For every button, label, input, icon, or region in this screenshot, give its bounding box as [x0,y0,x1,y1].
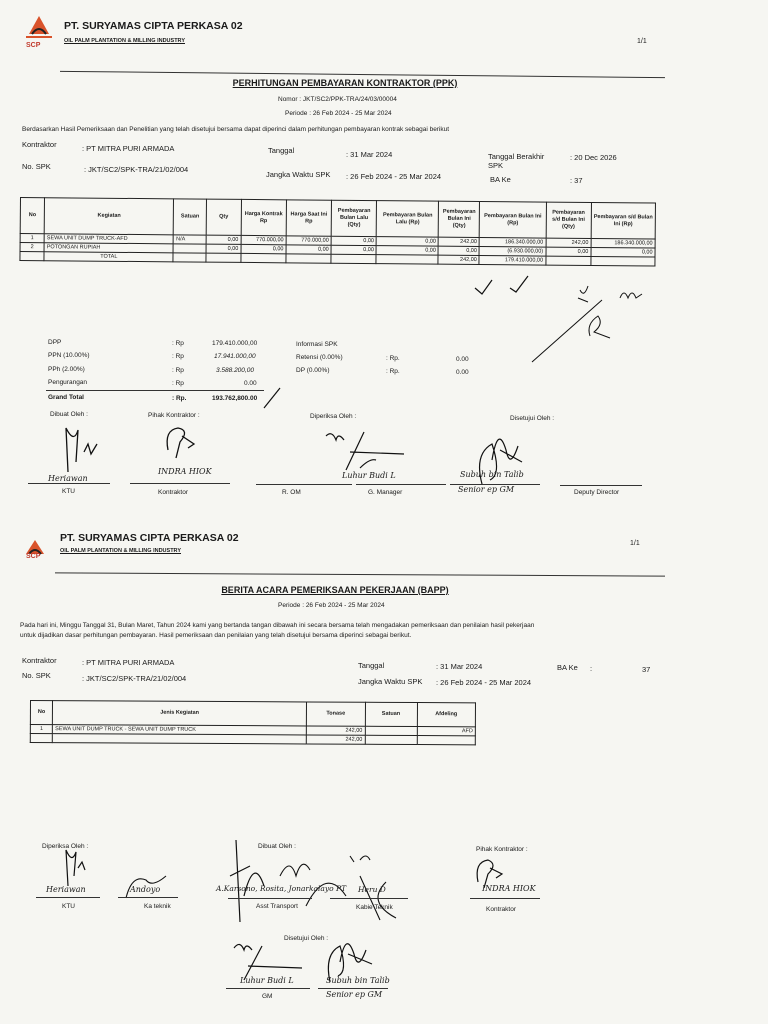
role-deputy-director: Deputy Director [574,489,620,496]
role-ka-teknik: Ka teknik [144,903,171,910]
ppk-tanggal-value: : 31 Mar 2024 [346,150,393,159]
bapp-th-afdeling: Afdeling [417,703,476,727]
ppk-th-bulan-lalu-rp: Pembayaran Bulan Lalu (Rp) [377,201,439,238]
bapp-jangka-label: Jangka Waktu SPK [358,677,423,686]
role-r-om: R. OM [282,489,301,496]
logo-text: SCP [26,553,41,560]
bapp-periode: Periode : 26 Feb 2024 - 25 Mar 2024 [278,602,385,609]
ppk-ba-label: BA Ke [490,175,511,184]
table-cell: 186.340.000,00 [591,238,655,248]
bapp-th-satuan: Satuan [365,702,417,726]
info-label: Retensi (0.00%) [296,354,343,361]
page-number: 1/1 [630,540,640,547]
summary-label: Pengurangan [48,379,88,386]
role-asst-transport: Asst Transport [256,903,298,910]
sign-header-disetujui: Disetujui Oleh : [284,935,329,942]
table-cell: 242,00 [306,726,364,735]
role-senior-gm: Senior ep GM [458,485,515,494]
table-cell: 0,00 [376,246,438,256]
ppk-th-sd-bulan-ini-rp: Pembayaran s/d Bulan Ini (Rp) [591,202,656,239]
table-cell: SEWA UNIT DUMP TRUCK-AFD [44,234,173,244]
bapp-ba-value: 37 [642,665,651,674]
bapp-intro-line2: untuk dijadikan dasar perhitungan pembayaran. Hasil pemeriksaan dan penilaian yang telah disetujui bersama diperinci sebagai berikut. [20,632,412,639]
bapp-kontraktor-value: : PT MITRA PURI ARMADA [82,658,175,667]
sign-header-diperiksa: Diperiksa Oleh : [42,843,89,850]
signature-name-subuh: Subuh bin Talib [460,470,524,479]
signature-ktu-icon [58,846,92,888]
sign-header-disetujui: Disetujui Oleh : [510,415,555,422]
ppk-th-bulan-ini-rp: Pembayaran Bulan Ini (Rp) [480,202,547,239]
role-g-manager: G. Manager [368,489,403,496]
table-total-row [30,734,475,745]
header-divider [55,572,665,576]
bapp-tanggal-label: Tanggal [358,661,385,670]
signature-name-luhur: Luhur Budi L [342,471,396,480]
role-senior-gm: Senior ep GM [326,990,383,999]
summary-label: DPP [48,339,62,346]
summary-value: 193.762,800.00 [212,395,258,402]
ppk-th-bulan-lalu-qty: Pembayaran Bulan Lalu (Qty) [331,200,377,236]
ppk-title: PERHITUNGAN PEMBAYARAN KONTRAKTOR (PPK) [232,78,458,88]
summary-value: 3.588.200,00 [216,367,254,374]
table-cell: (6.930.000,00) [479,247,545,257]
signature-ka-teknik-icon [122,870,172,900]
check-marks-icon [470,270,670,370]
summary-currency: : Rp [172,380,184,387]
info-value: 0.00 [456,356,469,363]
summary-currency: : Rp [172,340,184,347]
summary-label: PPN (10.00%) [48,352,90,359]
ppk-tanggal-label: Tanggal [268,146,295,155]
total-rp: 179.410.000,00 [479,256,545,266]
role-kabie-teknik: Kabie Teknik [356,904,393,911]
total-label: TOTAL [44,252,173,262]
bapp-table [30,700,476,745]
table-cell: 0,00 [206,235,241,244]
role-ktu: KTU [62,488,75,495]
signature-name-heriawan: Heriawan [48,474,88,483]
table-cell: 186.340.000,00 [479,238,545,248]
bapp-th-no: No [30,701,52,725]
signature-name-indra: INDRA HIOK [158,467,212,476]
ppk-kontraktor-label: Kontraktor [22,140,57,149]
ppk-periode: Periode : 26 Feb 2024 - 25 Mar 2024 [285,110,392,117]
table-cell: 0,00 [546,247,591,256]
bapp-ba-label: BA Ke [557,663,578,672]
table-cell: 1 [20,234,44,243]
table-cell: 2 [20,243,44,252]
table-cell: 0,00 [286,245,331,254]
table-cell: 0,00 [241,244,286,253]
ppk-jangka-value: : 26 Feb 2024 - 25 Mar 2024 [346,172,442,181]
ppk-ba-value: : 37 [570,176,583,185]
ppk-th-qty: Qty [206,199,241,235]
role-ktu: KTU [62,903,75,910]
bapp-intro-line1: Pada hari ini, Minggu Tanggal 31, Bulan Maret, Tahun 2024 kami yang bertanda tangan dibawah ini secara bersama telah mengadakan pemeriksaan dan penilaian hasil pekerjaan [20,622,535,629]
role-kontraktor: Kontraktor [486,906,516,913]
bapp-spk-label: No. SPK [22,671,51,680]
summary-value: 17.941.000,00 [214,353,256,360]
logo-text: SCP [26,42,41,49]
bapp-th-jenis: Jenis Kegiatan [53,701,307,726]
summary-value: 0.00 [244,380,257,387]
signature-senior-gm-icon [472,420,532,490]
table-cell: N/A [174,235,207,244]
ppk-table [19,197,656,267]
summary-currency: : Rp. [172,395,187,402]
signature-gm-icon [320,428,412,474]
company-subtitle: OIL PALM PLANTATION & MILLING INDUSTRY [64,38,185,44]
signature-name-indra: INDRA HIOK [482,884,536,893]
ppk-th-sd-bulan-ini-qty: Pembayaran s/d Bulan Ini (Qty) [546,202,592,238]
ppk-th-no: No [20,198,44,234]
total-qty: 242,00 [438,255,479,264]
sign-header-pihak-kontraktor: Pihak Kontraktor : [476,846,528,853]
ppk-intro: Berdasarkan Hasil Pemeriksaan dan Penelitian yang telah disetujui bersama dapat diperinci dalam perhitungan pembayaran kontrak sebagai berikut [22,126,450,133]
table-cell: 0,00 [376,237,438,247]
summary-currency: : Rp [172,367,184,374]
info-value: 0.00 [456,369,469,376]
table-cell: 770.000,00 [286,236,331,245]
summary-currency: : Rp [172,353,184,360]
table-cell: 242,00 [438,237,479,246]
table-cell: 242,00 [546,238,591,247]
bapp-title: BERITA ACARA PEMERIKSAAN PEKERJAAN (BAPP) [221,585,449,595]
table-cell [174,244,207,253]
summary-label: Grand Total [48,394,84,401]
sign-header-diperiksa: Diperiksa Oleh : [310,413,357,420]
table-cell: 0,00 [331,236,376,245]
bapp-tanggal-value: : 31 Mar 2024 [436,662,483,671]
ppk-spk-label: No. SPK [22,162,51,171]
bapp-spk-value: : JKT/SC2/SPK-TRA/21/02/004 [82,674,187,683]
role-kontraktor: Kontraktor [158,489,188,496]
signature-name-luhur: Luhur Budi L [240,976,294,985]
ppk-th-bulan-ini-qty: Pembayaran Bulan Ini (Qty) [439,201,480,237]
ppk-th-harga-saat-ini: Harga Saat Ini Rp [286,200,332,236]
signature-name-subuh: Subuh bin Talib [326,976,390,985]
signature-name-heru: Heru D [358,885,386,894]
ppk-tgl-berakhir-label: Tanggal Berakhir SPK [488,152,545,170]
info-label: DP (0.00%) [296,367,330,374]
summary-value: 179.410.000,00 [212,340,258,347]
table-cell: 0,00 [331,245,376,254]
page-number: 1/1 [637,38,647,45]
company-name: PT. SURYAMAS CIPTA PERKASA 02 [60,532,239,544]
company-name: PT. SURYAMAS CIPTA PERKASA 02 [64,20,243,32]
bapp-th-tonase: Tonase [306,702,365,726]
table-cell: 1 [30,725,52,734]
sign-header-dibuat: Dibuat Oleh : [258,843,296,850]
ppk-tgl-berakhir-value: : 20 Dec 2026 [570,153,617,162]
bapp-kontraktor-label: Kontraktor [22,656,57,665]
table-cell [365,726,417,735]
sign-header-pihak-kontraktor: Pihak Kontraktor : [148,412,200,419]
table-cell: POTONGAN RUPIAH [44,243,173,253]
ppk-jangka-label: Jangka Waktu SPK [266,170,331,179]
signature-name-heriawan: Heriawan [46,885,86,894]
table-cell: 770.000,00 [241,235,286,244]
table-cell: SEWA UNIT DUMP TRUCK - SEWA UNIT DUMP TRUCK [53,725,307,735]
total-tonase: 242,00 [306,735,364,744]
bapp-ba-colon: : [590,664,593,673]
table-cell: 0,00 [591,247,655,257]
role-gm: GM [262,993,273,1000]
bapp-jangka-value: : 26 Feb 2024 - 25 Mar 2024 [436,678,532,687]
ppk-kontraktor-value: : PT MITRA PURI ARMADA [82,144,175,153]
ppk-th-satuan: Satuan [174,199,207,235]
info-currency: : Rp. [386,368,400,375]
signature-name-andoyo: Andoyo [130,885,161,894]
check-mark-icon [262,386,284,412]
signature-kontraktor-icon [160,420,200,460]
ppk-th-kegiatan: Kegiatan [44,198,174,235]
company-subtitle: OIL PALM PLANTATION & MILLING INDUSTRY [60,548,181,554]
sign-header-dibuat: Dibuat Oleh : [50,411,88,418]
table-cell: 0,00 [206,244,241,253]
ppk-nomor: Nomor : JKT/SC2/PPK-TRA/24/03/00004 [278,96,397,103]
table-cell: AFD [417,727,475,736]
ppk-th-harga-kontrak: Harga Kontrak Rp [241,199,287,235]
signature-name-transport-group: A.Karsono, Rosita, Jonarkalayo PT [216,884,347,893]
table-cell: 0,00 [438,246,479,255]
info-currency: : Rp. [386,355,400,362]
summary-label: PPh (2.00%) [48,366,85,373]
signature-ktu-icon [54,422,104,476]
info-label: Informasi SPK [296,341,338,348]
ppk-spk-value: : JKT/SC2/SPK-TRA/21/02/004 [84,165,189,174]
